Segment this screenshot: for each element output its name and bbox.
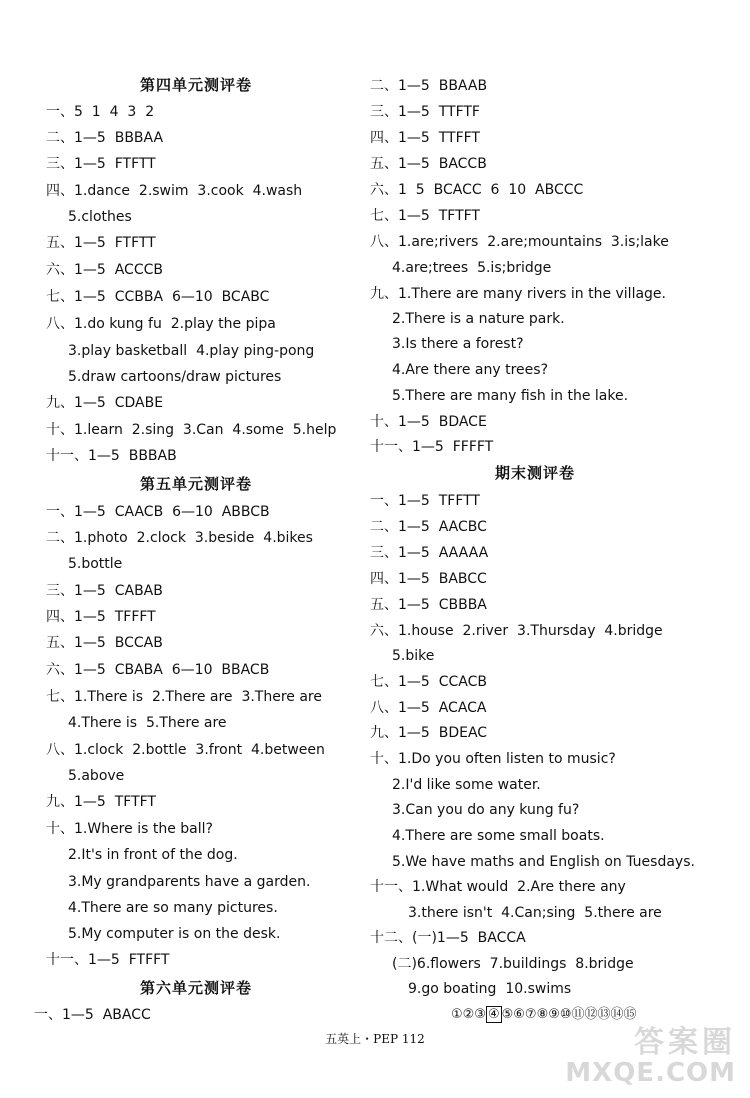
answer-line: 六、1 5 BCACC 6 10 ABCCC [370, 182, 584, 198]
answer-line: 十一、1.What would 2.Are there any [370, 879, 626, 895]
page-marks-before: ①②③ [451, 1007, 486, 1022]
final-exam-heading: 期末测评卷 [494, 464, 575, 482]
page-footer: 五英上・PEP 112 [325, 1032, 425, 1046]
answer-line: 三、1—5 TTFTF [370, 104, 480, 120]
answer-line: 5.bike [392, 648, 435, 664]
answer-line: 5.We have maths and English on Tuesdays. [392, 854, 695, 870]
watermark-line1: 答案圈 [634, 1025, 736, 1060]
answer-line: 4.Are there any trees? [392, 362, 549, 378]
answer-line: 五、1—5 BCCAB [46, 635, 163, 651]
answer-line: 十、1.learn 2.sing 3.Can 4.some 5.help [46, 422, 337, 438]
answer-line: 七、1—5 CCBBA 6—10 BCABC [46, 289, 270, 305]
watermark [565, 1025, 736, 1088]
page-number-marks [451, 1003, 637, 1022]
answer-line: 一、1—5 CAACB 6—10 ABBCB [46, 504, 270, 520]
answer-line: 四、1—5 TTFFT [370, 130, 480, 146]
page-marks-current: ④ [487, 1007, 500, 1022]
answer-line: 一、1—5 ABACC [34, 1007, 151, 1023]
answer-line: 5.bottle [68, 556, 123, 572]
answer-line: 八、1—5 ACACA [370, 700, 487, 716]
answer-line: 五、1—5 FTFTT [46, 235, 156, 251]
answer-line: 3.Can you do any kung fu? [392, 802, 580, 818]
answer-line: 七、1.There is 2.There are 3.There are [46, 689, 322, 705]
answer-line: 三、1—5 CABAB [46, 583, 163, 599]
unit5-heading: 第五单元测评卷 [139, 475, 252, 493]
unit6-heading: 第六单元测评卷 [139, 979, 252, 997]
answer-line: 二、1—5 AACBC [370, 519, 487, 535]
answer-line: 八、1.are;rivers 2.are;mountains 3.is;lake [370, 234, 669, 250]
answer-line: 十二、(一)1—5 BACCA [370, 930, 526, 946]
answer-line: 2.I'd like some water. [392, 777, 541, 793]
answer-line: 3.there isn't 4.Can;sing 5.there are [408, 905, 662, 921]
answer-line: 三、1—5 FTFTT [46, 156, 156, 172]
answer-line: 四、1.dance 2.swim 3.cook 4.wash [46, 183, 303, 199]
answer-line: 一、5 1 4 3 2 [46, 104, 155, 120]
answer-line: 九、1—5 CDABE [46, 395, 164, 411]
answer-line: 4.are;trees 5.is;bridge [392, 260, 552, 276]
answer-line: 3.play basketball 4.play ping-pong [68, 343, 315, 359]
answer-line: 九、1.There are many rivers in the village. [370, 286, 666, 302]
answer-line: 十、1.Do you often listen to music? [370, 751, 616, 767]
answer-line: 十一、1—5 FTFFT [46, 952, 170, 968]
answer-line: 六、1—5 CBABA 6—10 BBACB [46, 662, 270, 678]
answer-line: 2.There is a nature park. [392, 311, 565, 327]
answer-line: 十、1.Where is the ball? [46, 821, 213, 837]
answer-line: 七、1—5 TFTFT [370, 208, 480, 224]
answer-line: 2.It's in front of the dog. [68, 847, 238, 863]
answer-line: 5.clothes [68, 209, 132, 225]
answer-line: 六、1—5 ACCCB [46, 262, 163, 278]
page-marks-after: ⑤⑥⑦⑧⑨⑩⑪⑫⑬⑭⑮ [501, 1007, 637, 1022]
answer-line: 四、1—5 TFFFT [46, 609, 156, 625]
answer-line: 一、1—5 TFFTT [370, 493, 480, 509]
answer-line: 十、1—5 BDACE [370, 414, 487, 430]
answer-line: 二、1.photo 2.clock 3.beside 4.bikes [46, 530, 313, 546]
answer-line: 八、1.clock 2.bottle 3.front 4.between [46, 742, 325, 758]
answer-line: 5.draw cartoons/draw pictures [68, 369, 282, 385]
answer-line: 9.go boating 10.swims [408, 981, 572, 997]
answer-line: 九、1—5 TFTFT [46, 794, 156, 810]
answer-line: 六、1.house 2.river 3.Thursday 4.bridge [370, 623, 663, 639]
unit4-heading: 第四单元测评卷 [139, 76, 252, 94]
answer-line: 4.There are some small boats. [392, 828, 605, 844]
answer-line: 十一、1—5 FFFFT [370, 439, 494, 455]
answer-line: 3.My grandparents have a garden. [68, 874, 311, 890]
answer-line: 九、1—5 BDEAC [370, 725, 488, 741]
answer-line: (二)6.flowers 7.buildings 8.bridge [392, 956, 634, 972]
answer-line: 八、1.do kung fu 2.play the pipa [46, 316, 276, 332]
answer-line: 二、1—5 BBAAB [370, 78, 488, 94]
answer-line: 四、1—5 BABCC [370, 571, 487, 587]
answer-line: 十一、1—5 BBBAB [46, 448, 177, 464]
watermark-line2: MXQE.COM [565, 1058, 736, 1088]
answer-line: 5.My computer is on the desk. [68, 926, 281, 942]
answer-line: 4.There is 5.There are [68, 715, 227, 731]
answer-line: 4.There are so many pictures. [68, 900, 278, 916]
answer-line: 三、1—5 AAAAA [370, 545, 489, 561]
answer-line: 5.above [68, 768, 125, 784]
answer-line: 七、1—5 CCACB [370, 674, 487, 690]
answer-line: 二、1—5 BBBAA [46, 130, 164, 146]
answer-line: 五、1—5 BACCB [370, 156, 487, 172]
answer-line: 3.Is there a forest? [392, 336, 524, 352]
answer-line: 5.There are many fish in the lake. [392, 388, 629, 404]
answer-line: 五、1—5 CBBBA [370, 597, 487, 613]
